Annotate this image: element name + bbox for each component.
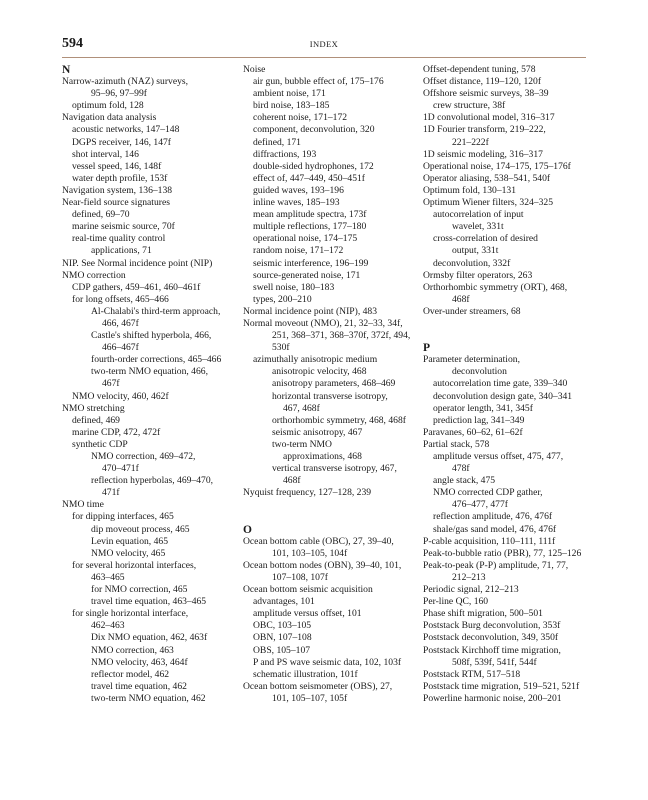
index-entry: NMO correction, 463: [91, 644, 174, 656]
index-entry: applications, 71: [91, 245, 152, 257]
section-letter: N: [62, 64, 71, 76]
index-entry: Nyquist frequency, 127–128, 239: [243, 487, 372, 499]
index-entry: NMO correction, 469–472,: [91, 451, 196, 462]
index-entry: 1D seismic modeling, 316–317: [423, 148, 543, 160]
index-entry: advantages, 101: [253, 596, 315, 608]
index-entry: reflection hyperbolas, 469–470,: [91, 475, 214, 487]
index-entry: Poststack Kirchhoff time migration,: [423, 644, 561, 656]
index-entry: 467, 468f: [283, 402, 320, 414]
index-entry: effect of, 447–449, 450–451f: [253, 172, 365, 184]
index-entry: travel time equation, 463–465: [91, 596, 207, 608]
index-entry: shot interval, 146: [72, 148, 139, 160]
running-head: INDEX: [309, 39, 339, 49]
index-entry: Offset distance, 119–120, 120f: [423, 76, 542, 88]
index-entry: Ocean bottom cable (OBC), 27, 39–40,: [243, 535, 394, 547]
index-entry: bird noise, 183–185: [253, 100, 330, 112]
index-entry: synthetic CDP: [72, 438, 128, 450]
index-entry: amplitude versus offset, 475, 477,: [433, 451, 564, 462]
index-entry: ambient noise, 171: [253, 88, 326, 100]
index-entry: NMO velocity, 460, 462f: [72, 390, 169, 402]
index-entry: Normal moveout (NMO), 21, 32–33, 34f,: [243, 317, 403, 329]
index-entry: 468f: [283, 475, 301, 487]
index-entry: dip moveout process, 465: [91, 523, 190, 535]
index-entry: Al-Chalabi's third-term approach,: [91, 305, 221, 317]
blank-line: [243, 499, 415, 511]
section-letter: O: [243, 523, 252, 536]
section-letter: P: [423, 342, 431, 355]
index-entry: random noise, 171–172: [253, 245, 344, 257]
index-entry: 1D convolutional model, 316–317: [423, 112, 555, 124]
index-entry: Castle's shifted hyperbola, 466,: [91, 330, 212, 342]
index-entry: for single horizontal interface,: [72, 608, 189, 620]
index-entry: NIP. See Normal incidence point (NIP): [62, 257, 213, 269]
index-entry: shale/gas sand model, 476, 476f: [433, 523, 557, 535]
index-entry: 1D Fourier transform, 219–222,: [423, 124, 546, 136]
index-entry: for several horizontal interfaces,: [72, 559, 197, 571]
index-entry: operational noise, 174–175: [253, 233, 358, 245]
index-entry: 107–108, 107f: [272, 571, 328, 583]
index-entry: Ocean bottom seismometer (OBS), 27,: [243, 680, 393, 692]
page-header: [62, 36, 586, 58]
index-entry: orthorhombic symmetry, 468, 468f: [272, 414, 406, 426]
index-entry: 467f: [102, 378, 120, 390]
index-entry: coherent noise, 171–172: [253, 112, 348, 124]
index-entry: Ormsby filter operators, 263: [423, 269, 533, 281]
index-entry: NMO correction: [62, 269, 126, 281]
index-entry: Peak-to-bubble ratio (PBR), 77, 125–126: [423, 547, 582, 559]
index-entry: defined, 469: [72, 414, 120, 426]
index-entry: 470–471f: [102, 463, 139, 475]
index-entry: 212–213: [452, 571, 486, 583]
index-entry: Parameter determination,: [423, 354, 520, 366]
index-entry: Levin equation, 465: [91, 535, 168, 547]
index-entry: schematic illustration, 101f: [253, 668, 358, 680]
index-entry: approximations, 468: [283, 451, 362, 462]
index-entry: Noise: [243, 64, 266, 75]
index-entry: operator length, 341, 345f: [433, 402, 533, 414]
index-entry: travel time equation, 462: [91, 680, 187, 692]
index-entry: 101, 105–107, 105f: [272, 692, 348, 704]
index-entry: inline waves, 185–193: [253, 197, 340, 209]
blank-line: [423, 318, 595, 330]
index-entry: vertical transverse isotropy, 467,: [272, 463, 397, 475]
index-entry: types, 200–210: [253, 293, 312, 305]
index-entry: double-sided hydrophones, 172: [253, 160, 374, 172]
index-entry: source-generated noise, 171: [253, 269, 361, 281]
index-entry: Dix NMO equation, 462, 463f: [91, 632, 208, 644]
index-entry: acoustic networks, 147–148: [72, 124, 180, 136]
index-entry: seismic anisotropy, 467: [272, 426, 363, 438]
index-entry: NMO corrected CDP gather,: [433, 487, 543, 499]
index-entry: Peak-to-peak (P-P) amplitude, 71, 77,: [423, 559, 569, 571]
index-entry: 251, 368–371, 368–370f, 372f, 494,: [272, 330, 411, 342]
index-entry: 476–477, 477f: [452, 499, 508, 511]
index-entry: azimuthally anisotropic medium: [253, 354, 378, 366]
index-entry: Partial stack, 578: [423, 438, 490, 450]
index-entry: Ocean bottom seismic acquisition: [243, 584, 373, 596]
index-entry: deconvolution design gate, 340–341: [433, 390, 573, 402]
index-entry: Near-field source signatures: [62, 197, 170, 209]
index-entry: Poststack deconvolution, 349, 350f: [423, 632, 559, 644]
index-entry: reflector model, 462: [91, 668, 170, 680]
index-entry: P-cable acquisition, 110–111, 111f: [423, 535, 556, 547]
index-entry: Navigation system, 136–138: [62, 184, 173, 196]
index-entry: autocorrelation time gate, 339–340: [433, 378, 568, 390]
header-rule: [62, 57, 586, 58]
index-entry: cross-correlation of desired: [433, 233, 538, 245]
index-entry: reflection amplitude, 476, 476f: [433, 511, 553, 523]
index-entry: Operational noise, 174–175, 175–176f: [423, 160, 571, 172]
index-entry: optimum fold, 128: [72, 100, 144, 112]
index-entry: Optimum fold, 130–131: [423, 184, 517, 196]
index-entry: seismic interference, 196–199: [253, 257, 369, 269]
index-entry: anisotropy parameters, 468–469: [272, 378, 396, 390]
index-entry: prediction lag, 341–349: [433, 414, 525, 426]
index-entry: 466, 467f: [102, 317, 139, 329]
index-entry: 95–96, 97–99f: [91, 88, 147, 100]
index-entry: Orthorhombic symmetry (ORT), 468,: [423, 281, 568, 293]
index-entry: Poststack RTM, 517–518: [423, 668, 521, 680]
page-number: 594: [62, 36, 83, 51]
index-entry: P and PS wave seismic data, 102, 103f: [253, 656, 402, 668]
index-entry: air gun, bubble effect of, 175–176: [253, 76, 384, 88]
index-entry: NMO stretching: [62, 402, 125, 414]
index-entry: Phase shift migration, 500–501: [423, 608, 543, 620]
index-entry: for dipping interfaces, 465: [72, 511, 174, 523]
index-entry: Ocean bottom nodes (OBN), 39–40, 101,: [243, 559, 402, 571]
index-entry: deconvolution: [452, 366, 507, 378]
index-entry: guided waves, 193–196: [253, 184, 344, 196]
index-entry: two-term NMO equation, 466,: [91, 366, 208, 378]
index-entry: Over-under streamers, 68: [423, 305, 521, 317]
index-entry: Periodic signal, 212–213: [423, 584, 519, 596]
index-entry: defined, 69–70: [72, 209, 130, 221]
index-entry: two-term NMO: [272, 438, 332, 450]
index-entry: mean amplitude spectra, 173f: [253, 209, 367, 221]
index-entry: NMO velocity, 465: [91, 547, 166, 559]
index-entry: defined, 171: [253, 136, 301, 148]
index-entry: Poststack time migration, 519–521, 521f: [423, 680, 580, 692]
index-entry: fourth-order corrections, 465–466: [91, 354, 222, 366]
index-entry: for NMO correction, 465: [91, 584, 188, 596]
index-column-3: [423, 64, 595, 705]
index-entry: Normal incidence point (NIP), 483: [243, 305, 378, 317]
index-entry: amplitude versus offset, 101: [253, 608, 362, 620]
blank-line: [243, 511, 415, 523]
index-entry: crew structure, 38f: [433, 100, 506, 112]
index-entry: angle stack, 475: [433, 475, 496, 487]
index-entry: Optimum Wiener filters, 324–325: [423, 197, 553, 209]
index-entry: 471f: [102, 487, 120, 499]
index-entry: 101, 103–105, 104f: [272, 547, 348, 559]
index-entry: marine seismic source, 70f: [72, 221, 175, 233]
index-entry: Operator aliasing, 538–541, 540f: [423, 172, 551, 184]
index-entry: multiple reflections, 177–180: [253, 221, 367, 233]
blank-line: [423, 330, 595, 342]
index-entry: Offset-dependent tuning, 578: [423, 64, 536, 75]
index-entry: NMO velocity, 463, 464f: [91, 656, 188, 668]
index-entry: 466–467f: [102, 342, 139, 354]
index-entry: swell noise, 180–183: [253, 281, 335, 293]
index-entry: vessel speed, 146, 148f: [72, 160, 162, 172]
index-entry: wavelet, 331t: [452, 221, 504, 233]
index-entry: 221–222f: [452, 136, 489, 148]
index-column-1: [62, 64, 234, 705]
index-entry: CDP gathers, 459–461, 460–461f: [72, 281, 201, 293]
index-entry: Offshore seismic surveys, 38–39: [423, 88, 549, 100]
index-entry: OBN, 107–108: [253, 632, 312, 644]
index-entry: Navigation data analysis: [62, 112, 157, 124]
index-entry: OBC, 103–105: [253, 620, 312, 632]
index-entry: water depth profile, 153f: [72, 172, 168, 184]
index-column-2: [243, 64, 415, 705]
index-entry: Paravanes, 60–62, 61–62f: [423, 426, 523, 438]
index-entry: 463–465: [91, 571, 125, 583]
index-entry: diffractions, 193: [253, 148, 317, 160]
index-entry: 508f, 539f, 541f, 544f: [452, 656, 537, 668]
index-entry: Powerline harmonic noise, 200–201: [423, 692, 562, 704]
index-entry: NMO time: [62, 499, 104, 511]
index-entry: Per-line QC, 160: [423, 596, 489, 608]
index-entry: two-term NMO equation, 462: [91, 692, 206, 704]
index-entry: 468f: [452, 293, 470, 305]
index-entry: DGPS receiver, 146, 147f: [72, 136, 171, 148]
index-entry: horizontal transverse isotropy,: [272, 390, 388, 402]
index-entry: component, deconvolution, 320: [253, 124, 375, 136]
index-entry: 478f: [452, 463, 470, 475]
index-entry: real-time quality control: [72, 233, 166, 245]
index-entry: for long offsets, 465–466: [72, 293, 169, 305]
index-entry: OBS, 105–107: [253, 644, 311, 656]
index-entry: 530f: [272, 342, 290, 354]
index-entry: output, 331t: [452, 245, 499, 257]
index-entry: Narrow-azimuth (NAZ) surveys,: [62, 76, 189, 88]
index-entry: marine CDP, 472, 472f: [72, 426, 161, 438]
index-entry: 462–463: [91, 620, 125, 632]
index-entry: deconvolution, 332f: [433, 257, 511, 269]
index-entry: autocorrelation of input: [433, 209, 524, 221]
index-entry: Poststack Burg deconvolution, 353f: [423, 620, 561, 632]
index-entry: anisotropic velocity, 468: [272, 366, 367, 378]
